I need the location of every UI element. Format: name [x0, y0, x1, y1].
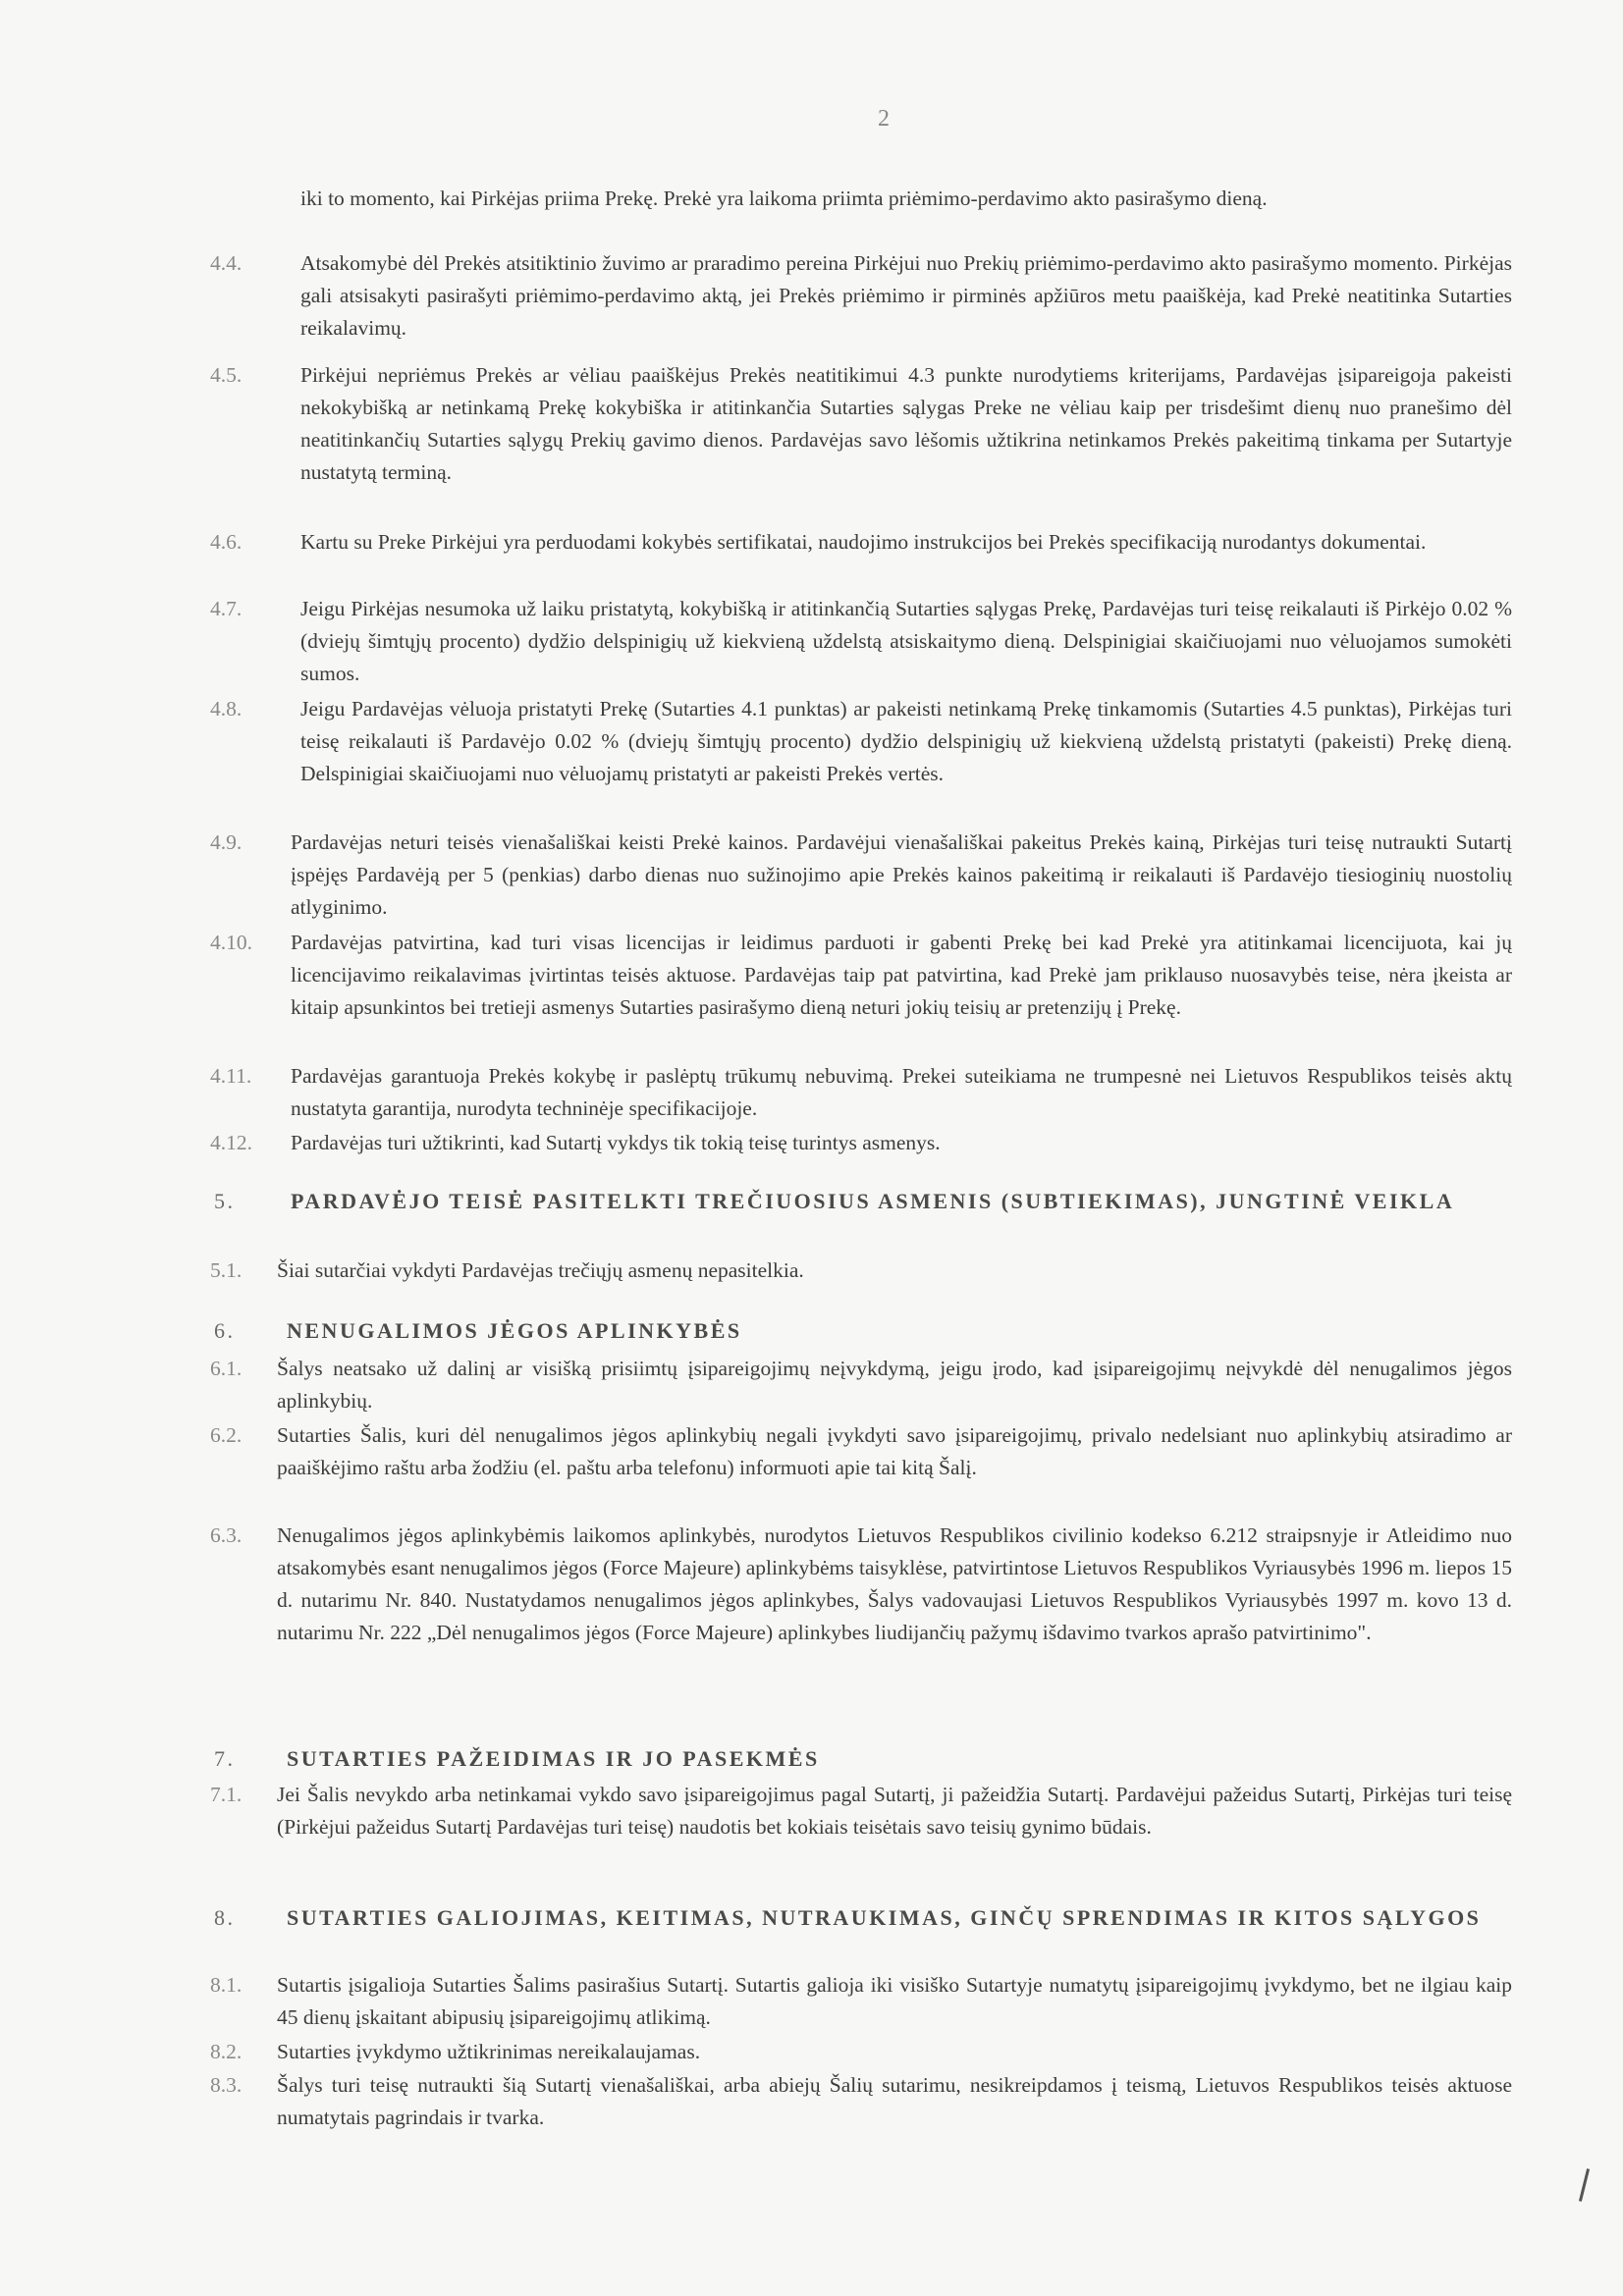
clause-number: 8.2. — [210, 2040, 243, 2063]
clause-number: 6.3. — [210, 1523, 243, 1547]
clause-number: 4.9. — [210, 830, 243, 854]
clause-text: Sutartis įsigalioja Sutarties Šalims pasirašius Sutartį. Sutartis galioja iki visiško Sutartyje numatytų įsipareigojimų įvykdymo, bet ne ilgiau kaip 45 dienų įskaitant abipusių įsipareigojimų atlikimą. — [277, 1973, 1512, 2029]
clause-text: Pirkėjui nepriėmus Prekės ar vėliau paaiškėjus Prekės neatitikimui 4.3 punkte nurodytiems kriterijams, Pardavėjas įsipareigoja pakeisti nekokybišką ar netinkamą Prekę kokybiška ir atitinkančia Sutarties sąlygas Preke ne vėliau kaip per trisdešimt dienų nuo pranešimo dėl neatitinkančių Sutarties sąlygų Prekių gavimo dienos. Pardavėjas savo lėšomis užtikrina netinkamos Prekės pakeitimą tinkama per Sutartyje nustatytą terminą. — [300, 363, 1512, 484]
clause-text: Šalys neatsako už dalinį ar visišką prisiimtų įsipareigojimų neįvykdymą, jeigu įrodo, kad įsipareigojimų neįvykdė dėl nenugalimos jėgos aplinkybių. — [277, 1357, 1512, 1413]
clause-number: 4.6. — [210, 530, 243, 554]
section-title: SUTARTIES PAŽEIDIMAS IR JO PASEKMĖS — [287, 1746, 820, 1771]
clause-text: Pardavėjas neturi teisės vienašališkai keisti Prekė kainos. Pardavėjui vienašališkai pakeitus Prekės kainą, Pirkėjas turi teisę nutraukti Sutartį įspėjęs Pardavėją per 5 (penkias) darbo dienas nuo sužinojimo apie Prekės kainos pakeitimą ir reikalauti iš Pardavėjo tiesioginių nuostolių atlyginimo. — [291, 830, 1512, 919]
section-number: 6. — [214, 1318, 236, 1343]
clause-text: Atsakomybė dėl Prekės atsitiktinio žuvimo ar praradimo pereina Pirkėjui nuo Prekių priėmimo-perdavimo akto pasirašymo momento. Pirkėjas gali atsisakyti pasirašyti priėmimo-perdavimo aktą, jei Prekės priėmimo ir pirminės apžiūros metu paaiškėja, kad Prekė neatitinka Sutarties reikalavimų. — [300, 251, 1512, 340]
intro-paragraph: iki to momento, kai Pirkėjas priima Prekę. Prekė yra laikoma priimta priėmimo-perdavimo akto pasirašymo dieną. — [300, 187, 1268, 210]
scan-edge-mark — [1579, 2168, 1590, 2202]
clause-number: 4.8. — [210, 697, 243, 721]
clause-number: 7.1. — [210, 1783, 243, 1806]
clause-text: Jei Šalis nevykdo arba netinkamai vykdo savo įsipareigojimus pagal Sutartį, ji pažeidžia Sutartį. Pardavėjui pažeidus Sutartį, Pirkėjas turi teisę (Pirkėjui pažeidus Sutartį Pardavėjas turi teisę) naudotis bet kokiais teisėtais savo teisių gynimo būdais. — [277, 1783, 1512, 1839]
page-number: 2 — [878, 106, 890, 132]
clause-number: 4.12. — [210, 1131, 252, 1154]
clause-text: Sutarties Šalis, kuri dėl nenugalimos jėgos aplinkybių negali įvykdyti savo įsipareigojimų, privalo nedelsiant nuo aplinkybių atsiradimo ar paaiškėjimo raštu arba žodžiu (el. paštu arba telefonu) informuoti apie tai kitą Šalį. — [277, 1423, 1512, 1479]
clause-text: Jeigu Pardavėjas vėluoja pristatyti Prekę (Sutarties 4.1 punktas) ar pakeisti netinkamą Prekę tinkamomis (Sutarties 4.5 punktas), Pirkėjas turi teisę reikalauti iš Pardavėjo 0.02 % (dviejų šimtųjų procento) dydžio delspinigių už kiekvieną uždelstą pristatyti (pakeisti) Prekę dieną. Delspinigiai skaičiuojami nuo vėluojamų pristatyti ar pakeisti Prekės vertės. — [300, 697, 1512, 785]
clause-text: Šiai sutarčiai vykdyti Pardavėjas trečiųjų asmenų nepasitelkia. — [277, 1258, 804, 1282]
clause-number: 6.2. — [210, 1423, 243, 1447]
clause-number: 4.7. — [210, 597, 243, 620]
clause-number: 4.11. — [210, 1064, 252, 1088]
clause-number: 6.1. — [210, 1357, 243, 1380]
clause-text: Kartu su Preke Pirkėjui yra perduodami kokybės sertifikatai, naudojimo instrukcijos bei Prekės specifikaciją nurodantys dokumentai. — [300, 530, 1427, 554]
section-number: 7. — [214, 1746, 236, 1771]
clause-number: 4.10. — [210, 931, 252, 954]
section-title: PARDAVĖJO TEISĖ PASITELKTI TREČIUOSIUS ASMENIS (SUBTIEKIMAS), JUNGTINĖ VEIKLA — [291, 1189, 1455, 1213]
clause-text: Jeigu Pirkėjas nesumoka už laiku pristatytą, kokybišką ir atitinkančią Sutarties sąlygas Prekę, Pardavėjas turi teisę reikalauti iš Pirkėjo 0.02 % (dviejų šimtųjų procento) dydžio delspinigių už kiekvieną uždelstą atsiskaitymo dieną. Delspinigiai skaičiuojami nuo vėluojamos sumokėti sumos. — [300, 597, 1512, 685]
section-number: 5. — [214, 1189, 236, 1213]
clause-text: Šalys turi teisę nutraukti šią Sutartį vienašališkai, arba abiejų Šalių sutarimu, nesikreipdamos į teismą, Lietuvos Respublikos teisės aktuose numatytais pagrindais ir tvarka. — [277, 2073, 1512, 2129]
clause-text: Sutarties įvykdymo užtikrinimas nereikalaujamas. — [277, 2040, 701, 2063]
clause-text: Nenugalimos jėgos aplinkybėmis laikomos aplinkybės, nurodytos Lietuvos Respublikos civilinio kodekso 6.212 straipsnyje ir Atleidimo nuo atsakomybės esant nenugalimos jėgos (Force Majeure) aplinkybėms taisyklėse, patvirtintose Lietuvos Respublikos Vyriausybės 1996 m. liepos 15 d. nutarimu Nr. 840. Nustatydamos nenugalimos jėgos aplinkybes, Šalys vadovaujasi Lietuvos Respublikos Vyriausybės 1997 m. kovo 13 d. nutarimu Nr. 222 „Dėl nenugalimos jėgos (Force Majeure) aplinkybes liudijančių pažymų išdavimo tvarkos aprašo patvirtinimo". — [277, 1523, 1512, 1644]
clause-number: 5.1. — [210, 1258, 243, 1282]
clause-number: 4.4. — [210, 251, 243, 275]
section-title: NENUGALIMOS JĖGOS APLINKYBĖS — [287, 1318, 742, 1343]
clause-number: 8.1. — [210, 1973, 243, 1997]
clause-text: Pardavėjas patvirtina, kad turi visas licencijas ir leidimus parduoti ir gabenti Prekę bei kad Prekė yra atitinkamai licencijuota, kai jų licencijavimo reikalavimas įvirtintas teisės aktuose. Pardavėjas taip pat patvirtina, kad Prekė jam priklauso nuosavybės teise, nėra įkeista ar kitaip apsunkintos bei tretieji asmenys Sutarties pasirašymo dieną neturi jokių teisių ar pretenzijų į Prekę. — [291, 931, 1512, 1019]
clause-text: Pardavėjas turi užtikrinti, kad Sutartį vykdys tik tokią teisę turintys asmenys. — [291, 1131, 941, 1154]
section-number: 8. — [214, 1905, 236, 1930]
clause-number: 8.3. — [210, 2073, 243, 2097]
section-title: SUTARTIES GALIOJIMAS, KEITIMAS, NUTRAUKIMAS, GINČŲ SPRENDIMAS IR KITOS SĄLYGOS — [287, 1905, 1482, 1930]
clause-text: Pardavėjas garantuoja Prekės kokybę ir paslėptų trūkumų nebuvimą. Prekei suteikiama ne trumpesnė nei Lietuvos Respublikos teisės aktų nustatyta garantija, nurodyta techninėje specifikacijoje. — [291, 1064, 1512, 1120]
clause-number: 4.5. — [210, 363, 243, 387]
